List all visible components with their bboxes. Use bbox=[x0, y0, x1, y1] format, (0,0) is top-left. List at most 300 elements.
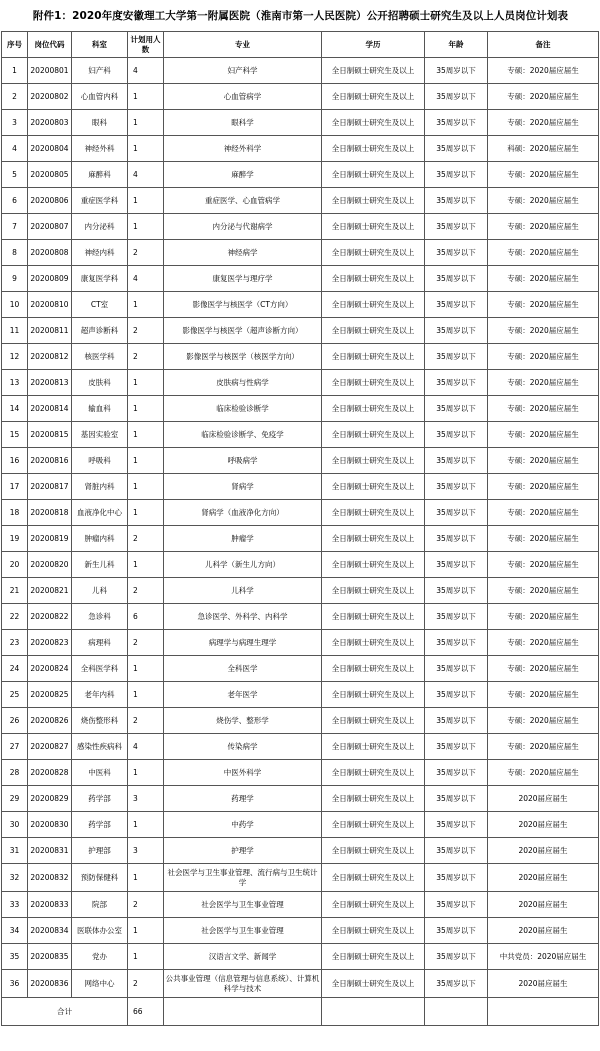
cell-age: 35周岁以下 bbox=[425, 448, 488, 474]
cell-age: 35周岁以下 bbox=[425, 422, 488, 448]
cell-major: 急诊医学、外科学、内科学 bbox=[164, 604, 322, 630]
cell-idx: 32 bbox=[2, 864, 28, 892]
cell-edu: 全日制硕士研究生及以上 bbox=[322, 864, 425, 892]
cell-idx: 13 bbox=[2, 370, 28, 396]
page-title: 附件1：2020年度安徽理工大学第一附属医院（淮南市第一人民医院）公开招聘硕士研究生及以上人员岗位计划表 bbox=[32, 10, 569, 22]
cell-idx: 11 bbox=[2, 318, 28, 344]
cell-major: 肾病学（血液净化方向） bbox=[164, 500, 322, 526]
cell-note: 2020届应届生 bbox=[488, 786, 599, 812]
cell-major: 全科医学 bbox=[164, 656, 322, 682]
table-row bbox=[2, 892, 599, 918]
table-row bbox=[2, 474, 599, 500]
cell-num: 2 bbox=[128, 344, 164, 370]
cell-dept: 内分泌科 bbox=[72, 214, 128, 240]
cell-idx: 21 bbox=[2, 578, 28, 604]
table-header-row bbox=[2, 32, 599, 58]
cell-age: 35周岁以下 bbox=[425, 58, 488, 84]
cell-note: 2020届应届生 bbox=[488, 864, 599, 892]
cell-age: 35周岁以下 bbox=[425, 970, 488, 998]
cell-note: 2020届应届生 bbox=[488, 918, 599, 944]
cell-code: 20200814 bbox=[28, 396, 72, 422]
cell-major: 护理学 bbox=[164, 838, 322, 864]
cell-major: 影像医学与核医学（超声诊断方向） bbox=[164, 318, 322, 344]
cell-idx: 25 bbox=[2, 682, 28, 708]
cell-major: 眼科学 bbox=[164, 110, 322, 136]
table-row bbox=[2, 604, 599, 630]
cell-edu: 全日制硕士研究生及以上 bbox=[322, 162, 425, 188]
header-idx: 序号 bbox=[2, 32, 28, 58]
cell-dept: 老年内科 bbox=[72, 682, 128, 708]
total-empty-cell bbox=[164, 998, 322, 1026]
cell-code: 20200822 bbox=[28, 604, 72, 630]
cell-note: 专硕：2020届应届生 bbox=[488, 500, 599, 526]
header-num: 计划用人数 bbox=[128, 32, 164, 58]
cell-note: 专硕：2020届应届生 bbox=[488, 84, 599, 110]
cell-dept: 儿科 bbox=[72, 578, 128, 604]
cell-major: 心血管病学 bbox=[164, 84, 322, 110]
cell-note: 专硕：2020届应届生 bbox=[488, 578, 599, 604]
cell-code: 20200809 bbox=[28, 266, 72, 292]
cell-age: 35周岁以下 bbox=[425, 318, 488, 344]
cell-dept: 网络中心 bbox=[72, 970, 128, 998]
cell-major: 药理学 bbox=[164, 786, 322, 812]
cell-dept: 院部 bbox=[72, 892, 128, 918]
cell-code: 20200834 bbox=[28, 918, 72, 944]
cell-code: 20200816 bbox=[28, 448, 72, 474]
cell-age: 35周岁以下 bbox=[425, 630, 488, 656]
header-note: 备注 bbox=[488, 32, 599, 58]
cell-dept: 感染性疾病科 bbox=[72, 734, 128, 760]
cell-num: 1 bbox=[128, 84, 164, 110]
cell-num: 4 bbox=[128, 162, 164, 188]
cell-age: 35周岁以下 bbox=[425, 396, 488, 422]
cell-note: 专硕：2020届应届生 bbox=[488, 370, 599, 396]
cell-dept: 药学部 bbox=[72, 812, 128, 838]
cell-num: 1 bbox=[128, 864, 164, 892]
cell-age: 35周岁以下 bbox=[425, 214, 488, 240]
cell-major: 汉语言文学、新闻学 bbox=[164, 944, 322, 970]
cell-dept: 烧伤整形科 bbox=[72, 708, 128, 734]
cell-note: 专硕：2020届应届生 bbox=[488, 214, 599, 240]
header-age: 年龄 bbox=[425, 32, 488, 58]
cell-edu: 全日制硕士研究生及以上 bbox=[322, 396, 425, 422]
cell-code: 20200831 bbox=[28, 838, 72, 864]
cell-note: 专硕：2020届应届生 bbox=[488, 292, 599, 318]
cell-code: 20200817 bbox=[28, 474, 72, 500]
cell-dept: 皮肤科 bbox=[72, 370, 128, 396]
table-row bbox=[2, 578, 599, 604]
cell-age: 35周岁以下 bbox=[425, 500, 488, 526]
cell-num: 4 bbox=[128, 58, 164, 84]
cell-dept: 肾脏内科 bbox=[72, 474, 128, 500]
header-dept: 科室 bbox=[72, 32, 128, 58]
cell-code: 20200810 bbox=[28, 292, 72, 318]
cell-idx: 20 bbox=[2, 552, 28, 578]
cell-age: 35周岁以下 bbox=[425, 944, 488, 970]
table-row bbox=[2, 292, 599, 318]
cell-idx: 14 bbox=[2, 396, 28, 422]
table-row bbox=[2, 812, 599, 838]
cell-idx: 16 bbox=[2, 448, 28, 474]
cell-num: 1 bbox=[128, 552, 164, 578]
cell-edu: 全日制硕士研究生及以上 bbox=[322, 448, 425, 474]
cell-idx: 15 bbox=[2, 422, 28, 448]
table-row bbox=[2, 682, 599, 708]
cell-note: 专硕：2020届应届生 bbox=[488, 318, 599, 344]
cell-code: 20200835 bbox=[28, 944, 72, 970]
cell-idx: 10 bbox=[2, 292, 28, 318]
cell-idx: 22 bbox=[2, 604, 28, 630]
cell-num: 3 bbox=[128, 838, 164, 864]
cell-code: 20200826 bbox=[28, 708, 72, 734]
cell-edu: 全日制硕士研究生及以上 bbox=[322, 578, 425, 604]
cell-major: 儿科学 bbox=[164, 578, 322, 604]
cell-dept: 肿瘤内科 bbox=[72, 526, 128, 552]
cell-idx: 24 bbox=[2, 656, 28, 682]
cell-note: 专硕：2020届应届生 bbox=[488, 734, 599, 760]
table-row bbox=[2, 344, 599, 370]
cell-edu: 全日制硕士研究生及以上 bbox=[322, 188, 425, 214]
cell-major: 社会医学与卫生事业管理 bbox=[164, 892, 322, 918]
cell-age: 35周岁以下 bbox=[425, 526, 488, 552]
cell-major: 重症医学、心血管病学 bbox=[164, 188, 322, 214]
cell-dept: 预防保健科 bbox=[72, 864, 128, 892]
cell-age: 35周岁以下 bbox=[425, 136, 488, 162]
cell-code: 20200833 bbox=[28, 892, 72, 918]
cell-edu: 全日制硕士研究生及以上 bbox=[322, 240, 425, 266]
cell-edu: 全日制硕士研究生及以上 bbox=[322, 318, 425, 344]
cell-edu: 全日制硕士研究生及以上 bbox=[322, 656, 425, 682]
cell-num: 1 bbox=[128, 812, 164, 838]
cell-code: 20200806 bbox=[28, 188, 72, 214]
total-label: 合计 bbox=[2, 998, 128, 1026]
cell-dept: 党办 bbox=[72, 944, 128, 970]
cell-major: 临床检验诊断学、免疫学 bbox=[164, 422, 322, 448]
cell-num: 4 bbox=[128, 734, 164, 760]
cell-note: 2020届应届生 bbox=[488, 892, 599, 918]
cell-edu: 全日制硕士研究生及以上 bbox=[322, 682, 425, 708]
cell-major: 影像医学与核医学（核医学方向） bbox=[164, 344, 322, 370]
cell-edu: 全日制硕士研究生及以上 bbox=[322, 918, 425, 944]
cell-edu: 全日制硕士研究生及以上 bbox=[322, 734, 425, 760]
cell-code: 20200811 bbox=[28, 318, 72, 344]
table-row bbox=[2, 708, 599, 734]
cell-idx: 6 bbox=[2, 188, 28, 214]
cell-code: 20200827 bbox=[28, 734, 72, 760]
cell-edu: 全日制硕士研究生及以上 bbox=[322, 266, 425, 292]
cell-major: 儿科学（新生儿方向） bbox=[164, 552, 322, 578]
cell-dept: 中医科 bbox=[72, 760, 128, 786]
cell-age: 35周岁以下 bbox=[425, 344, 488, 370]
cell-age: 35周岁以下 bbox=[425, 240, 488, 266]
cell-code: 20200802 bbox=[28, 84, 72, 110]
cell-idx: 4 bbox=[2, 136, 28, 162]
header-code: 岗位代码 bbox=[28, 32, 72, 58]
cell-num: 1 bbox=[128, 474, 164, 500]
cell-dept: 新生儿科 bbox=[72, 552, 128, 578]
cell-num: 1 bbox=[128, 370, 164, 396]
cell-note: 专硕：2020届应届生 bbox=[488, 58, 599, 84]
cell-edu: 全日制硕士研究生及以上 bbox=[322, 214, 425, 240]
cell-major: 中医外科学 bbox=[164, 760, 322, 786]
table-row bbox=[2, 162, 599, 188]
cell-dept: 医联体办公室 bbox=[72, 918, 128, 944]
cell-note: 中共党员：2020届应届生 bbox=[488, 944, 599, 970]
cell-note: 专硕：2020届应届生 bbox=[488, 162, 599, 188]
cell-code: 20200832 bbox=[28, 864, 72, 892]
cell-note: 专硕：2020届应届生 bbox=[488, 604, 599, 630]
table-row bbox=[2, 500, 599, 526]
cell-code: 20200813 bbox=[28, 370, 72, 396]
cell-num: 2 bbox=[128, 526, 164, 552]
table-row bbox=[2, 656, 599, 682]
total-empty-cell bbox=[425, 998, 488, 1026]
cell-idx: 36 bbox=[2, 970, 28, 998]
total-empty-cell bbox=[322, 998, 425, 1026]
cell-edu: 全日制硕士研究生及以上 bbox=[322, 552, 425, 578]
cell-idx: 2 bbox=[2, 84, 28, 110]
cell-num: 1 bbox=[128, 214, 164, 240]
cell-num: 1 bbox=[128, 944, 164, 970]
cell-idx: 27 bbox=[2, 734, 28, 760]
cell-idx: 18 bbox=[2, 500, 28, 526]
table-body bbox=[2, 58, 599, 998]
cell-major: 肿瘤学 bbox=[164, 526, 322, 552]
cell-idx: 31 bbox=[2, 838, 28, 864]
table-row bbox=[2, 918, 599, 944]
cell-dept: 心血管内科 bbox=[72, 84, 128, 110]
cell-age: 35周岁以下 bbox=[425, 292, 488, 318]
cell-code: 20200808 bbox=[28, 240, 72, 266]
cell-major: 社会医学与卫生事业管理、流行病与卫生统计学 bbox=[164, 864, 322, 892]
cell-major: 康复医学与理疗学 bbox=[164, 266, 322, 292]
cell-age: 35周岁以下 bbox=[425, 188, 488, 214]
table-row bbox=[2, 136, 599, 162]
cell-edu: 全日制硕士研究生及以上 bbox=[322, 370, 425, 396]
cell-idx: 35 bbox=[2, 944, 28, 970]
cell-code: 20200805 bbox=[28, 162, 72, 188]
cell-code: 20200812 bbox=[28, 344, 72, 370]
cell-dept: 急诊科 bbox=[72, 604, 128, 630]
cell-age: 35周岁以下 bbox=[425, 370, 488, 396]
table-row bbox=[2, 786, 599, 812]
table-row bbox=[2, 448, 599, 474]
cell-code: 20200829 bbox=[28, 786, 72, 812]
cell-major: 烧伤学、整形学 bbox=[164, 708, 322, 734]
table-row bbox=[2, 110, 599, 136]
cell-major: 公共事业管理（信息管理与信息系统）、计算机科学与技术 bbox=[164, 970, 322, 998]
cell-num: 1 bbox=[128, 918, 164, 944]
cell-num: 2 bbox=[128, 892, 164, 918]
cell-note: 专硕：2020届应届生 bbox=[488, 110, 599, 136]
cell-idx: 8 bbox=[2, 240, 28, 266]
cell-num: 6 bbox=[128, 604, 164, 630]
table-row bbox=[2, 240, 599, 266]
cell-code: 20200824 bbox=[28, 656, 72, 682]
table-row bbox=[2, 214, 599, 240]
cell-num: 2 bbox=[128, 240, 164, 266]
table-row bbox=[2, 318, 599, 344]
cell-major: 临床检验诊断学 bbox=[164, 396, 322, 422]
cell-major: 影像医学与核医学（CT方向） bbox=[164, 292, 322, 318]
cell-idx: 3 bbox=[2, 110, 28, 136]
cell-note: 2020届应届生 bbox=[488, 812, 599, 838]
cell-major: 麻醉学 bbox=[164, 162, 322, 188]
table-row bbox=[2, 552, 599, 578]
cell-num: 1 bbox=[128, 136, 164, 162]
cell-dept: 呼吸科 bbox=[72, 448, 128, 474]
cell-code: 20200807 bbox=[28, 214, 72, 240]
table-row bbox=[2, 396, 599, 422]
cell-note: 2020届应届生 bbox=[488, 838, 599, 864]
cell-edu: 全日制硕士研究生及以上 bbox=[322, 604, 425, 630]
cell-note: 专硕：2020届应届生 bbox=[488, 448, 599, 474]
table-row bbox=[2, 838, 599, 864]
cell-edu: 全日制硕士研究生及以上 bbox=[322, 892, 425, 918]
cell-note: 专硕：2020届应届生 bbox=[488, 474, 599, 500]
cell-num: 2 bbox=[128, 970, 164, 998]
cell-age: 35周岁以下 bbox=[425, 864, 488, 892]
cell-note: 专硕：2020届应届生 bbox=[488, 682, 599, 708]
table-row bbox=[2, 864, 599, 892]
header-major: 专业 bbox=[164, 32, 322, 58]
cell-idx: 23 bbox=[2, 630, 28, 656]
cell-num: 2 bbox=[128, 578, 164, 604]
cell-age: 35周岁以下 bbox=[425, 162, 488, 188]
cell-num: 1 bbox=[128, 656, 164, 682]
cell-code: 20200830 bbox=[28, 812, 72, 838]
cell-edu: 全日制硕士研究生及以上 bbox=[322, 500, 425, 526]
cell-edu: 全日制硕士研究生及以上 bbox=[322, 970, 425, 998]
cell-edu: 全日制硕士研究生及以上 bbox=[322, 838, 425, 864]
cell-note: 专硕：2020届应届生 bbox=[488, 344, 599, 370]
cell-code: 20200815 bbox=[28, 422, 72, 448]
cell-edu: 全日制硕士研究生及以上 bbox=[322, 344, 425, 370]
cell-age: 35周岁以下 bbox=[425, 812, 488, 838]
cell-age: 35周岁以下 bbox=[425, 892, 488, 918]
cell-edu: 全日制硕士研究生及以上 bbox=[322, 760, 425, 786]
cell-age: 35周岁以下 bbox=[425, 110, 488, 136]
table-row bbox=[2, 422, 599, 448]
cell-num: 1 bbox=[128, 292, 164, 318]
table-row bbox=[2, 734, 599, 760]
cell-dept: 血液净化中心 bbox=[72, 500, 128, 526]
cell-num: 1 bbox=[128, 110, 164, 136]
cell-major: 妇产科学 bbox=[164, 58, 322, 84]
cell-dept: CT室 bbox=[72, 292, 128, 318]
cell-note: 专硕：2020届应届生 bbox=[488, 708, 599, 734]
cell-num: 1 bbox=[128, 188, 164, 214]
cell-code: 20200825 bbox=[28, 682, 72, 708]
cell-major: 神经外科学 bbox=[164, 136, 322, 162]
cell-major: 内分泌与代谢病学 bbox=[164, 214, 322, 240]
cell-age: 35周岁以下 bbox=[425, 682, 488, 708]
cell-num: 1 bbox=[128, 448, 164, 474]
cell-age: 35周岁以下 bbox=[425, 266, 488, 292]
cell-code: 20200804 bbox=[28, 136, 72, 162]
cell-age: 35周岁以下 bbox=[425, 84, 488, 110]
cell-idx: 17 bbox=[2, 474, 28, 500]
cell-major: 呼吸病学 bbox=[164, 448, 322, 474]
cell-note: 专硕：2020届应届生 bbox=[488, 630, 599, 656]
cell-note: 专硕：2020届应届生 bbox=[488, 656, 599, 682]
cell-edu: 全日制硕士研究生及以上 bbox=[322, 708, 425, 734]
cell-note: 专硕：2020届应届生 bbox=[488, 266, 599, 292]
total-row bbox=[2, 998, 599, 1026]
table-row bbox=[2, 58, 599, 84]
cell-age: 35周岁以下 bbox=[425, 708, 488, 734]
table-row bbox=[2, 970, 599, 998]
cell-idx: 28 bbox=[2, 760, 28, 786]
cell-dept: 麻醉科 bbox=[72, 162, 128, 188]
cell-edu: 全日制硕士研究生及以上 bbox=[322, 474, 425, 500]
cell-edu: 全日制硕士研究生及以上 bbox=[322, 292, 425, 318]
cell-code: 20200828 bbox=[28, 760, 72, 786]
table-row bbox=[2, 630, 599, 656]
cell-dept: 眼科 bbox=[72, 110, 128, 136]
cell-age: 35周岁以下 bbox=[425, 604, 488, 630]
cell-dept: 药学部 bbox=[72, 786, 128, 812]
cell-idx: 5 bbox=[2, 162, 28, 188]
cell-num: 1 bbox=[128, 396, 164, 422]
cell-idx: 19 bbox=[2, 526, 28, 552]
cell-edu: 全日制硕士研究生及以上 bbox=[322, 944, 425, 970]
cell-idx: 12 bbox=[2, 344, 28, 370]
cell-major: 皮肤病与性病学 bbox=[164, 370, 322, 396]
cell-edu: 全日制硕士研究生及以上 bbox=[322, 110, 425, 136]
cell-edu: 全日制硕士研究生及以上 bbox=[322, 136, 425, 162]
cell-dept: 神经外科 bbox=[72, 136, 128, 162]
cell-major: 老年医学 bbox=[164, 682, 322, 708]
cell-major: 传染病学 bbox=[164, 734, 322, 760]
cell-edu: 全日制硕士研究生及以上 bbox=[322, 630, 425, 656]
table-row bbox=[2, 266, 599, 292]
cell-idx: 30 bbox=[2, 812, 28, 838]
cell-edu: 全日制硕士研究生及以上 bbox=[322, 58, 425, 84]
cell-note: 专硕：2020届应届生 bbox=[488, 422, 599, 448]
cell-dept: 护理部 bbox=[72, 838, 128, 864]
cell-note: 科硕：2020届应届生 bbox=[488, 136, 599, 162]
cell-num: 4 bbox=[128, 266, 164, 292]
recruitment-plan-table bbox=[1, 31, 599, 1026]
cell-age: 35周岁以下 bbox=[425, 552, 488, 578]
cell-age: 35周岁以下 bbox=[425, 734, 488, 760]
cell-note: 2020届应届生 bbox=[488, 970, 599, 998]
cell-code: 20200821 bbox=[28, 578, 72, 604]
cell-edu: 全日制硕士研究生及以上 bbox=[322, 526, 425, 552]
cell-code: 20200819 bbox=[28, 526, 72, 552]
table-row bbox=[2, 526, 599, 552]
cell-edu: 全日制硕士研究生及以上 bbox=[322, 84, 425, 110]
cell-note: 专硕：2020届应届生 bbox=[488, 396, 599, 422]
cell-dept: 病理科 bbox=[72, 630, 128, 656]
cell-age: 35周岁以下 bbox=[425, 578, 488, 604]
cell-dept: 核医学科 bbox=[72, 344, 128, 370]
cell-age: 35周岁以下 bbox=[425, 838, 488, 864]
cell-code: 20200801 bbox=[28, 58, 72, 84]
cell-dept: 康复医学科 bbox=[72, 266, 128, 292]
table-row bbox=[2, 370, 599, 396]
cell-idx: 33 bbox=[2, 892, 28, 918]
cell-num: 2 bbox=[128, 708, 164, 734]
cell-major: 肾病学 bbox=[164, 474, 322, 500]
cell-dept: 输血科 bbox=[72, 396, 128, 422]
cell-idx: 7 bbox=[2, 214, 28, 240]
cell-num: 1 bbox=[128, 422, 164, 448]
cell-dept: 超声诊断科 bbox=[72, 318, 128, 344]
cell-dept: 神经内科 bbox=[72, 240, 128, 266]
table-row bbox=[2, 84, 599, 110]
